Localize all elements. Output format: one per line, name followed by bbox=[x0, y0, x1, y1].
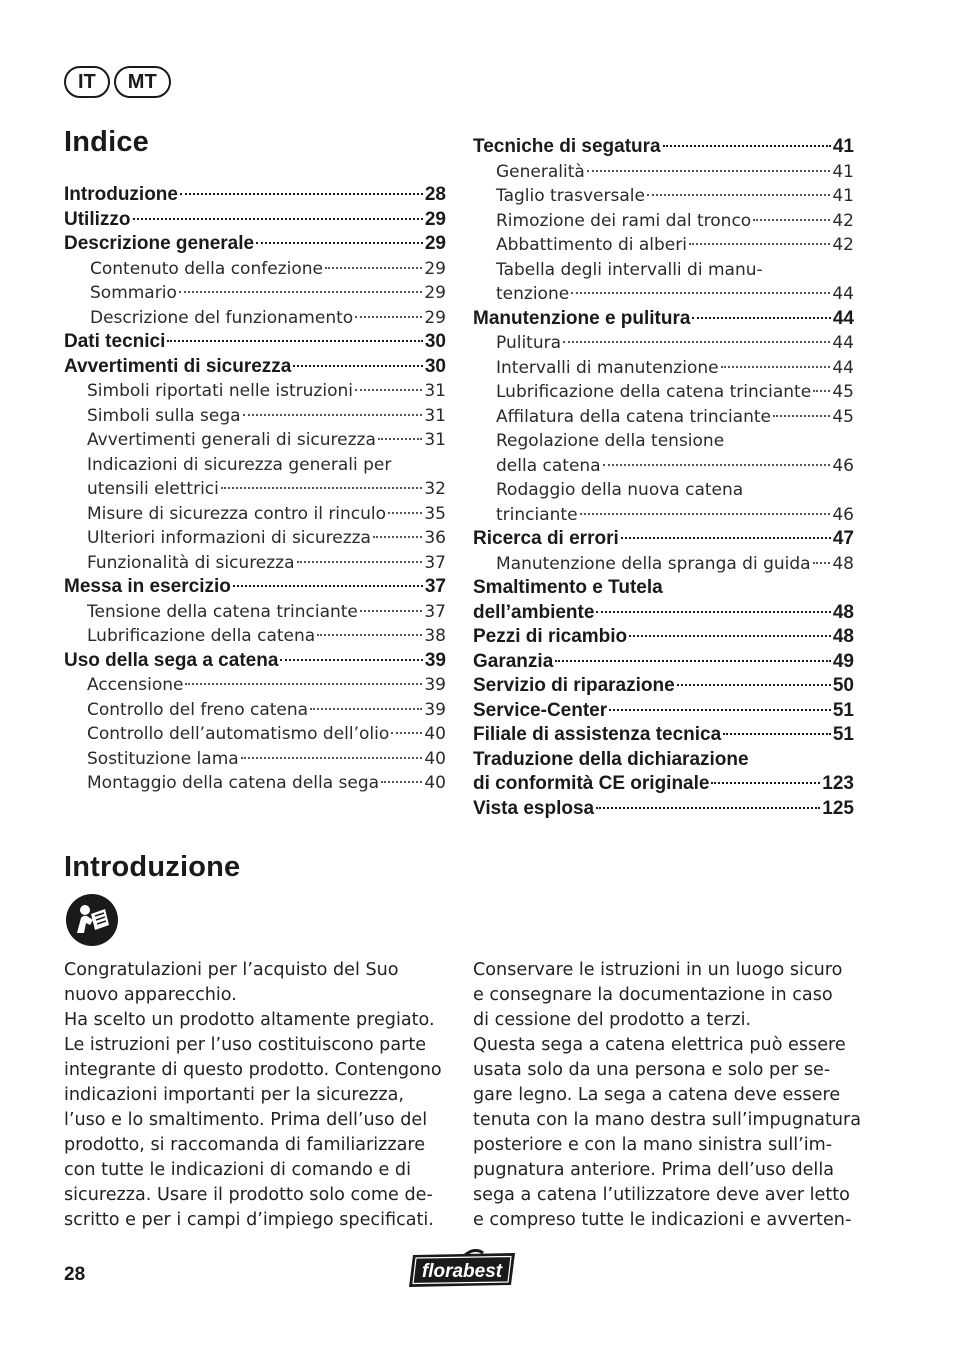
toc-entry-label: Simboli riportati nelle istruzioni bbox=[87, 381, 353, 401]
toc-entry-label: tenzione bbox=[496, 284, 570, 304]
toc-entry-label: Sommario bbox=[90, 283, 177, 303]
toc-entry bbox=[473, 356, 854, 381]
toc-entry-label: Regolazione della tensione bbox=[496, 431, 725, 451]
toc-entry-label: Taglio trasversale bbox=[496, 186, 645, 206]
toc-entry-page: 38 bbox=[424, 626, 446, 646]
toc-entry-label: Pulitura bbox=[496, 333, 562, 353]
toc-entry-page: 48 bbox=[832, 553, 854, 574]
toc-entry-page: 41 bbox=[832, 161, 854, 182]
toc-leader bbox=[723, 733, 831, 735]
toc-entry bbox=[473, 209, 854, 234]
toc-entry bbox=[64, 428, 446, 453]
toc-entry-page: 31 bbox=[424, 381, 446, 401]
toc-entry-label: Abbattimento di alberi bbox=[496, 235, 687, 255]
intro-text-line: l’uso e lo smaltimento. Prima dell’uso del bbox=[64, 1110, 428, 1130]
toc-entry bbox=[64, 624, 446, 649]
toc-entry-page: 39 bbox=[424, 649, 446, 671]
toc-entry-page: 29 bbox=[424, 208, 446, 230]
toc-entry-label: Controllo dell’automatismo dell’olio bbox=[87, 724, 390, 744]
toc-leader bbox=[355, 389, 422, 391]
toc-entry-label: Manutenzione e pulitura bbox=[473, 307, 691, 329]
toc-entry-page: 44 bbox=[832, 307, 854, 329]
toc-entry bbox=[64, 771, 446, 796]
toc-leader bbox=[381, 781, 422, 783]
toc-entry-label: Tensione della catena trinciante bbox=[87, 601, 358, 622]
toc-entry-page: 29 bbox=[424, 307, 446, 328]
toc-entry-label: Ulteriori informazioni di sicurezza bbox=[87, 528, 371, 548]
toc-entry-label: Rodaggio della nuova catena bbox=[496, 480, 744, 500]
toc-entry-label: Lubrificazione della catena trinciante bbox=[496, 382, 812, 402]
toc-leader bbox=[180, 193, 423, 195]
toc-entry-page: 29 bbox=[424, 283, 446, 303]
toc-entry bbox=[473, 405, 854, 430]
toc-entry bbox=[64, 281, 446, 306]
toc-leader bbox=[813, 390, 830, 392]
toc-entry-page: 41 bbox=[832, 186, 854, 206]
toc-entry-page: 48 bbox=[832, 626, 854, 647]
toc-leader bbox=[355, 316, 422, 318]
toc-entry-page: 37 bbox=[424, 601, 446, 622]
toc-leader bbox=[689, 243, 830, 245]
intro-text-line: prodotto, si raccomanda di familiarizzare bbox=[64, 1135, 426, 1155]
toc-leader bbox=[293, 365, 422, 367]
toc-entry-label: Uso della sega a catena bbox=[64, 649, 279, 671]
toc-entry-label: Garanzia bbox=[473, 650, 554, 672]
toc-entry-label: Manutenzione della spranga di guida bbox=[496, 553, 811, 574]
toc-entry-page: 40 bbox=[424, 724, 446, 744]
intro-text-line: e consegnare la documentazione in caso bbox=[473, 985, 833, 1005]
toc-leader bbox=[629, 635, 831, 637]
toc-entry-label: Descrizione del funzionamento bbox=[90, 307, 354, 328]
toc-entry bbox=[64, 722, 446, 747]
toc-entry-label: dell’ambiente bbox=[473, 601, 595, 623]
toc-entry-label: Pezzi di ricambio bbox=[473, 626, 628, 647]
toc-leader bbox=[609, 709, 831, 711]
toc-entry bbox=[64, 232, 446, 257]
toc-entry bbox=[473, 748, 854, 773]
toc-entry-label: Traduzione della dichiarazione bbox=[473, 748, 749, 770]
intro-heading: Introduzione bbox=[64, 851, 241, 883]
toc-entry-label: Controllo del freno catena bbox=[87, 699, 309, 720]
toc-entry-label: Avvertimenti di sicurezza bbox=[64, 355, 292, 377]
toc-entry bbox=[473, 797, 854, 822]
toc-entry-page: 32 bbox=[424, 479, 446, 499]
toc-leader bbox=[603, 464, 831, 466]
toc-entry bbox=[64, 306, 446, 331]
toc-entry-label: Rimozione dei rami dal tronco bbox=[496, 210, 752, 231]
toc-entry bbox=[473, 576, 854, 601]
toc-entry-label: Filiale di assistenza tecnica bbox=[473, 724, 722, 745]
toc-entry bbox=[64, 379, 446, 404]
toc-entry-page: 29 bbox=[424, 258, 446, 279]
toc-entry-page: 31 bbox=[424, 405, 446, 426]
toc-entry-label: Indicazioni di sicurezza generali per bbox=[87, 454, 392, 475]
toc-entry bbox=[473, 503, 854, 528]
toc-entry bbox=[64, 355, 446, 380]
toc-entry bbox=[64, 551, 446, 576]
toc-entry-label: Accensione bbox=[87, 675, 184, 695]
toc-leader bbox=[711, 782, 820, 784]
toc-leader bbox=[596, 611, 830, 613]
toc-entry-label: trinciante bbox=[496, 504, 578, 525]
toc-leader bbox=[179, 291, 423, 293]
toc-entry bbox=[64, 575, 446, 600]
toc-leader bbox=[360, 610, 422, 612]
toc-leader bbox=[280, 659, 422, 661]
toc-right-column bbox=[473, 135, 854, 821]
intro-text-line: pugnatura anteriore. Prima dell’uso della bbox=[473, 1160, 834, 1180]
intro-text-line: usata solo da una persona e solo per se- bbox=[473, 1060, 831, 1080]
toc-leader bbox=[587, 170, 831, 172]
toc-entry-page: 41 bbox=[832, 136, 854, 157]
toc-entry bbox=[473, 674, 854, 699]
toc-leader bbox=[378, 438, 422, 440]
toc-entry bbox=[473, 160, 854, 185]
toc-entry bbox=[473, 772, 854, 797]
toc-entry-label: Utilizzo bbox=[64, 208, 131, 230]
toc-entry-label: Simboli sulla sega bbox=[87, 405, 241, 426]
toc-leader bbox=[621, 537, 831, 539]
toc-entry bbox=[473, 625, 854, 650]
toc-entry bbox=[473, 258, 854, 283]
toc-entry bbox=[64, 649, 446, 674]
toc-entry-page: 44 bbox=[832, 333, 854, 353]
toc-entry-page: 40 bbox=[424, 748, 446, 769]
toc-entry-label: Ricerca di errori bbox=[473, 528, 619, 549]
toc-entry-page: 123 bbox=[822, 773, 854, 794]
toc-leader bbox=[256, 242, 423, 244]
toc-entry-page: 51 bbox=[832, 699, 854, 721]
toc-entry-page: 46 bbox=[832, 455, 854, 476]
toc-entry-label: Service-Center bbox=[473, 699, 608, 721]
language-badge-mt: MT bbox=[114, 66, 171, 98]
toc-entry bbox=[473, 429, 854, 454]
florabest-logo bbox=[405, 1249, 519, 1289]
toc-entry bbox=[473, 699, 854, 724]
toc-entry-label: Messa in esercizio bbox=[64, 576, 231, 597]
toc-entry-page: 47 bbox=[832, 528, 854, 549]
toc-entry bbox=[473, 307, 854, 332]
toc-entry bbox=[473, 601, 854, 626]
toc-entry-label: Funzionalità di sicurezza bbox=[87, 552, 295, 573]
toc-entry-page: 36 bbox=[424, 528, 446, 548]
toc-leader bbox=[391, 732, 422, 734]
toc-entry-page: 39 bbox=[424, 699, 446, 720]
toc-entry-page: 45 bbox=[832, 382, 854, 402]
toc-entry-label: Descrizione generale bbox=[64, 233, 255, 254]
toc-entry bbox=[473, 454, 854, 479]
toc-leader bbox=[571, 292, 830, 294]
toc-entry-label: di conformità CE originale bbox=[473, 773, 710, 794]
toc-entry-page: 44 bbox=[832, 284, 854, 304]
toc-leader bbox=[243, 414, 423, 416]
language-badge-it: IT bbox=[64, 66, 110, 98]
toc-entry bbox=[64, 404, 446, 429]
toc-leader bbox=[221, 487, 423, 489]
toc-entry-label: Affilatura della catena trinciante bbox=[496, 406, 771, 427]
intro-text-line: Le istruzioni per l’uso costituiscono parte bbox=[64, 1035, 427, 1055]
toc-entry bbox=[64, 257, 446, 282]
toc-entry-page: 45 bbox=[832, 406, 854, 427]
toc-entry bbox=[64, 526, 446, 551]
toc-entry-page: 46 bbox=[832, 504, 854, 525]
toc-leader bbox=[692, 317, 830, 319]
intro-text-line: gare legno. La sega a catena deve essere bbox=[473, 1085, 841, 1105]
toc-leader bbox=[721, 366, 831, 368]
toc-entry bbox=[473, 650, 854, 675]
toc-entry bbox=[64, 698, 446, 723]
toc-leader bbox=[167, 340, 422, 342]
toc-entry bbox=[64, 477, 446, 502]
toc-left-column bbox=[64, 183, 446, 796]
toc-entry bbox=[64, 208, 446, 233]
toc-leader bbox=[233, 585, 423, 587]
toc-entry-label: Generalità bbox=[496, 161, 585, 182]
toc-entry bbox=[64, 747, 446, 772]
toc-entry-page: 30 bbox=[424, 331, 446, 352]
toc-entry-page: 37 bbox=[424, 576, 446, 597]
intro-text-line: scritto e per i campi d’impiego specificati. bbox=[64, 1210, 434, 1230]
toc-entry-page: 50 bbox=[832, 675, 854, 696]
toc-leader bbox=[813, 562, 831, 564]
read-manual-icon bbox=[66, 894, 118, 946]
toc-leader bbox=[317, 634, 422, 636]
toc-entry-label: Misure di sicurezza contro il rinculo bbox=[87, 503, 387, 524]
toc-entry-label: utensili elettrici bbox=[87, 479, 219, 499]
toc-entry-label: della catena bbox=[496, 455, 601, 476]
toc-leader bbox=[185, 683, 422, 685]
intro-text-line: e compreso tutte le indicazioni e avverten- bbox=[473, 1210, 852, 1230]
intro-left-column bbox=[64, 958, 446, 1233]
intro-text-line: Questa sega a catena elettrica può essere bbox=[473, 1035, 846, 1055]
toc-entry-page: 37 bbox=[424, 552, 446, 573]
intro-text-line: integrante di questo prodotto. Contengono bbox=[64, 1060, 442, 1080]
toc-entry-page: 51 bbox=[832, 724, 854, 745]
toc-entry-page: 125 bbox=[822, 797, 854, 819]
toc-entry bbox=[473, 527, 854, 552]
toc-entry bbox=[64, 183, 446, 208]
toc-entry bbox=[64, 673, 446, 698]
toc-entry bbox=[473, 478, 854, 503]
toc-entry-label: Tecniche di segatura bbox=[473, 136, 661, 157]
toc-entry-label: Servizio di riparazione bbox=[473, 675, 675, 696]
toc-entry-label: Dati tecnici bbox=[64, 331, 166, 352]
toc-entry-label: Introduzione bbox=[64, 184, 178, 205]
intro-text-line: sega a catena l’utilizzatore deve aver letto bbox=[473, 1185, 850, 1205]
toc-entry-page: 40 bbox=[424, 773, 446, 793]
toc-entry-page: 48 bbox=[832, 601, 854, 623]
intro-text-line: con tutte le indicazioni di comando e di bbox=[64, 1160, 411, 1180]
toc-entry-label: Montaggio della catena della sega bbox=[87, 773, 380, 793]
toc-entry-page: 42 bbox=[832, 210, 854, 231]
toc-entry-page: 39 bbox=[424, 675, 446, 695]
toc-entry-label: Vista esplosa bbox=[473, 797, 595, 819]
intro-text-line: Ha scelto un prodotto altamente pregiato. bbox=[64, 1010, 435, 1030]
toc-leader bbox=[133, 218, 423, 220]
toc-entry-label: Intervalli di manutenzione bbox=[496, 357, 719, 378]
toc-leader bbox=[773, 415, 830, 417]
toc-entry-label: Smaltimento e Tutela bbox=[473, 577, 663, 598]
intro-text-line: posteriore e con la mano sinistra sull’im- bbox=[473, 1135, 833, 1155]
toc-entry-page: 44 bbox=[832, 357, 854, 378]
intro-text-line: sicurezza. Usare il prodotto solo come de- bbox=[64, 1185, 433, 1205]
toc-entry-label: Lubrificazione della catena bbox=[87, 626, 316, 646]
toc-entry bbox=[64, 502, 446, 527]
toc-leader bbox=[663, 145, 831, 147]
toc-entry bbox=[473, 184, 854, 209]
intro-right-column bbox=[473, 958, 862, 1233]
toc-leader bbox=[555, 660, 831, 662]
toc-leader bbox=[310, 708, 422, 710]
toc-entry bbox=[64, 330, 446, 355]
toc-leader bbox=[373, 536, 422, 538]
toc-entry bbox=[473, 552, 854, 577]
toc-leader bbox=[677, 684, 831, 686]
svg-text:florabest: florabest bbox=[421, 1261, 503, 1282]
toc-leader bbox=[388, 512, 422, 514]
toc-entry-page: 29 bbox=[424, 233, 446, 254]
language-badges bbox=[64, 66, 171, 98]
toc-leader bbox=[563, 341, 830, 343]
toc-entry-label: Avvertimenti generali di sicurezza bbox=[87, 430, 376, 450]
intro-text-line: di cessione del prodotto a terzi. bbox=[473, 1010, 752, 1030]
toc-entry-label: Contenuto della confezione bbox=[90, 258, 323, 279]
toc-entry bbox=[64, 453, 446, 478]
intro-text-line: nuovo apparecchio. bbox=[64, 985, 237, 1005]
toc-entry-label: Sostituzione lama bbox=[87, 748, 239, 769]
toc-leader bbox=[596, 807, 820, 809]
toc-entry-page: 31 bbox=[424, 430, 446, 450]
toc-entry bbox=[473, 723, 854, 748]
page-number: 28 bbox=[64, 1264, 86, 1285]
toc-entry bbox=[473, 233, 854, 258]
toc-leader bbox=[241, 757, 423, 759]
toc-leader bbox=[297, 561, 423, 563]
toc-entry bbox=[473, 135, 854, 160]
toc-entry-page: 30 bbox=[424, 355, 446, 377]
toc-entry bbox=[473, 331, 854, 356]
toc-entry-page: 28 bbox=[424, 184, 446, 205]
intro-text-line: Congratulazioni per l’acquisto del Suo bbox=[64, 960, 399, 980]
intro-text-line: tenuta con la mano destra sull’impugnatura bbox=[473, 1110, 862, 1130]
intro-text-line: Conservare le istruzioni in un luogo sicuro bbox=[473, 960, 843, 980]
toc-entry-page: 49 bbox=[832, 650, 854, 672]
toc-entry bbox=[473, 380, 854, 405]
toc-entry bbox=[64, 600, 446, 625]
toc-leader bbox=[647, 194, 830, 196]
toc-entry-page: 35 bbox=[424, 503, 446, 524]
toc-entry-page: 42 bbox=[832, 235, 854, 255]
toc-entry-label: Tabella degli intervalli di manu- bbox=[496, 259, 763, 280]
toc-leader bbox=[580, 513, 831, 515]
toc-entry bbox=[473, 282, 854, 307]
toc-heading: Indice bbox=[64, 126, 149, 158]
toc-leader bbox=[753, 219, 830, 221]
intro-text-line: indicazioni importanti per la sicurezza, bbox=[64, 1085, 404, 1105]
toc-leader bbox=[325, 267, 422, 269]
